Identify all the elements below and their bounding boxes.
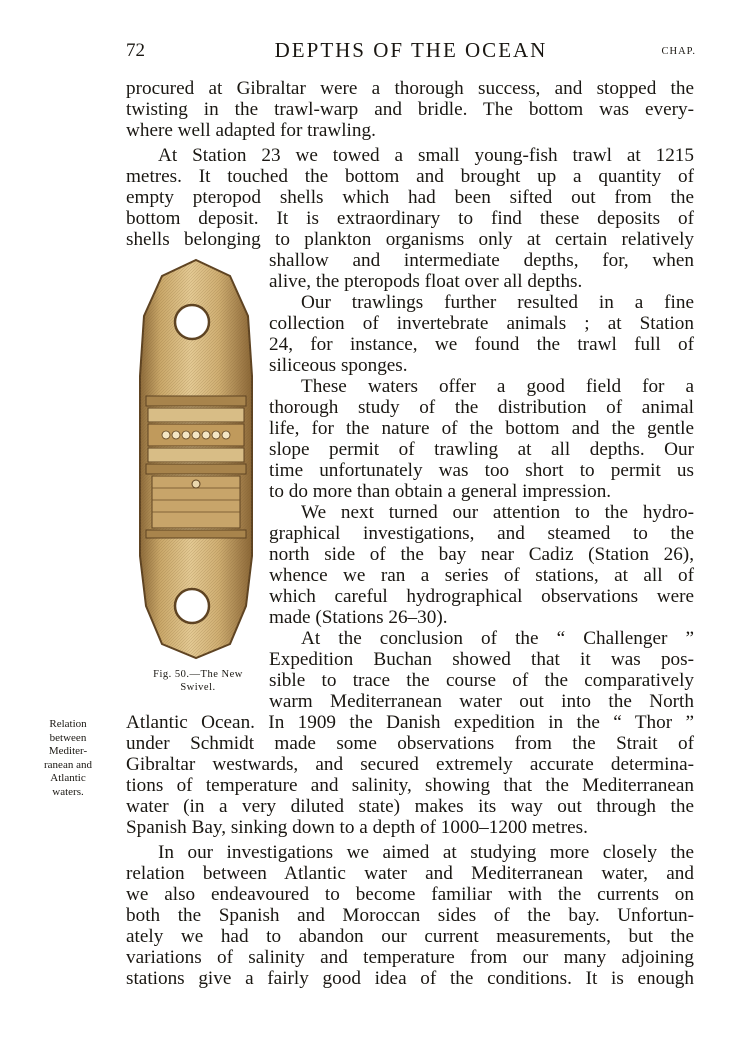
text-line: ately we had to abandon our current measurements, but the <box>126 926 694 947</box>
margin-note-line: Mediter- <box>48 745 88 757</box>
chapter-abbrev: CHAP. <box>661 46 696 57</box>
text-line: Expedition Buchan showed that it was pos- <box>269 649 694 670</box>
text-line: At Station 23 we towed a small young-fish trawl at 1215 <box>158 145 694 166</box>
margin-note-line: ranean and <box>44 758 92 771</box>
text-line: life, for the nature of the bottom and the gentle <box>269 418 694 439</box>
swivel-icon <box>130 256 262 662</box>
text-line: collection of invertebrate animals ; at Station <box>269 313 694 334</box>
text-line: Our trawlings further resulted in a fine <box>301 292 694 313</box>
text-line: Atlantic Ocean. In 1909 the Danish expedition in the “ Thor ” <box>126 712 694 733</box>
text-line: Spanish Bay, sinking down to a depth of 1000–1200 metres. <box>126 817 588 838</box>
text-line: procured at Gibraltar were a thorough success, and stopped the <box>126 78 694 99</box>
margin-note-line: waters. <box>52 785 84 798</box>
text-line: thorough study of the distribution of animal <box>269 397 694 418</box>
running-header <box>126 40 696 68</box>
text-line: relation between Atlantic water and Mediterranean water, and <box>126 863 694 884</box>
text-line: metres. It touched the bottom and brought up a quantity of <box>126 166 694 187</box>
text-line: In our investigations we aimed at studying more closely the <box>158 842 694 863</box>
text-line: warm Mediterranean water out into the North <box>269 691 694 712</box>
text-line: graphical investigations, and steamed to the <box>269 523 694 544</box>
text-line: to do more than obtain a general impression. <box>269 481 612 502</box>
text-line: we also endeavoured to become familiar with the currents on <box>126 884 694 905</box>
margin-note <box>28 718 108 799</box>
text-line: sible to trace the course of the comparatively <box>269 670 694 691</box>
text-line: empty pteropod shells which had been sifted out from the <box>126 187 694 208</box>
figure-caption <box>128 668 268 694</box>
text-line: alive, the pteropods float over all depths. <box>269 271 583 292</box>
text-line: slope permit of trawling at all depths. Our <box>269 439 694 460</box>
text-line: which careful hydrographical observations were <box>269 586 694 607</box>
text-line: Gibraltar westwards, and secured extremely accurate determina- <box>126 754 694 775</box>
margin-note-line: between <box>49 731 87 744</box>
figure-caption-line: Fig. 50.—The New <box>153 669 243 680</box>
figure-caption-line: Swivel. <box>180 682 216 693</box>
margin-note-line: Atlantic <box>50 772 86 784</box>
text-line: bottom deposit. It is extraordinary to find these deposits of <box>126 208 694 229</box>
text-line: 24, for instance, we found the trawl full of <box>269 334 694 355</box>
page-number: 72 <box>126 40 145 61</box>
text-line: variations of salinity and temperature from our many adjoining <box>126 947 694 968</box>
text-line: shallow and intermediate depths, for, when <box>269 250 694 271</box>
margin-note-line: Relation <box>49 718 87 730</box>
text-line: These waters offer a good field for a <box>301 376 694 397</box>
text-line: shells belonging to plankton organisms only at certain relatively <box>126 229 694 250</box>
text-line: siliceous sponges. <box>269 355 408 376</box>
swivel-illustration <box>130 256 262 662</box>
text-line: twisting in the trawl-warp and bridle. The bottom was every- <box>126 99 694 120</box>
text-line: stations give a fairly good idea of the conditions. It is enough <box>126 968 694 989</box>
text-line: made (Stations 26–30). <box>269 607 448 628</box>
text-line: north side of the bay near Cadiz (Station 26), <box>269 544 694 565</box>
text-line: water (in a very diluted state) makes its way out through the <box>126 796 694 817</box>
running-title: DEPTHS OF THE OCEAN <box>274 38 548 62</box>
text-line: whence we ran a series of stations, at all of <box>269 565 694 586</box>
text-line: time unfortunately was too short to permit us <box>269 460 694 481</box>
text-line: tions of temperature and salinity, showing that the Mediterranean <box>126 775 694 796</box>
text-line: At the conclusion of the “ Challenger ” <box>301 628 694 649</box>
text-line: We next turned our attention to the hydro- <box>301 502 694 523</box>
text-line: both the Spanish and Moroccan sides of the bay. Unfortun- <box>126 905 694 926</box>
text-line: where well adapted for trawling. <box>126 120 376 141</box>
text-line: under Schmidt made some observations from the Strait of <box>126 733 694 754</box>
